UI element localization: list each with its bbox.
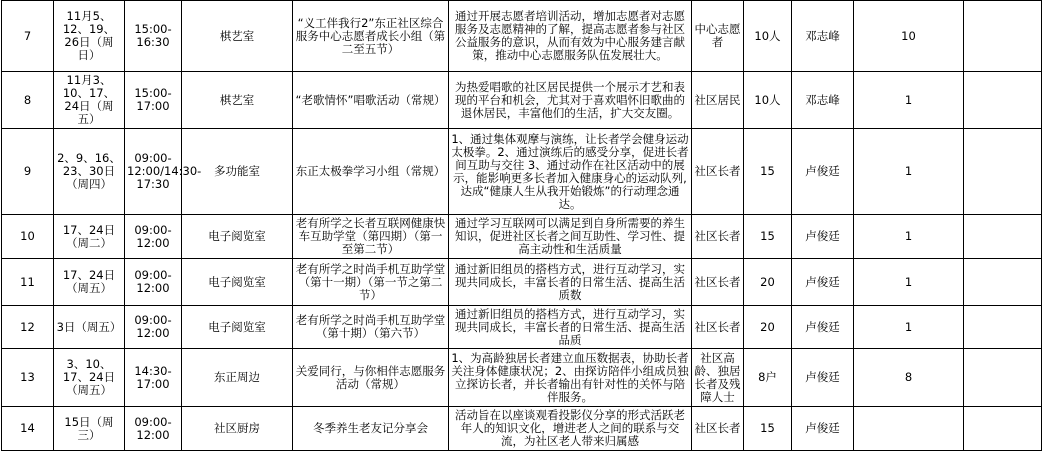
cell-blank xyxy=(964,306,1042,349)
cell-date: 3日（周五） xyxy=(54,306,125,349)
cell-time: 14:30-17:00 xyxy=(125,349,182,407)
cell-count: 10人 xyxy=(744,1,792,72)
cell-description: 通过新旧组员的搭档方式，进行互动学习，实现共同成长，丰富长者的日常生活、提高生活品质 xyxy=(449,306,692,349)
cell-blank xyxy=(964,129,1042,215)
cell-extra: 1 xyxy=(854,215,964,259)
cell-extra: 1 xyxy=(854,259,964,306)
cell-staff: 邓志峰 xyxy=(792,1,854,72)
cell-description: 通过学习互联网可以满足到自身所需要的养生知识，促进社区长者之间互助性、学习性、提高主动性和生活质量 xyxy=(449,215,692,259)
cell-count: 8户 xyxy=(744,349,792,407)
cell-activity: 冬季养生老友记分享会 xyxy=(293,407,449,451)
table-row xyxy=(2,306,1042,349)
cell-venue: 棋艺室 xyxy=(182,1,293,72)
cell-staff: 卢俊廷 xyxy=(792,215,854,259)
cell-activity: 老有所学之时尚手机互助学堂（第十期）（第六节） xyxy=(293,306,449,349)
table-row xyxy=(2,215,1042,259)
cell-date: 2、9、16、23、30日（周四） xyxy=(54,129,125,215)
cell-staff: 卢俊廷 xyxy=(792,306,854,349)
cell-serial: 8 xyxy=(2,72,54,129)
cell-activity: 老有所学之时尚手机互助学堂（第十一期）（第一节之第二节） xyxy=(293,259,449,306)
table-row xyxy=(2,129,1042,215)
cell-description: 通过新旧组员的搭档方式，进行互动学习，实现共同成长，丰富长者的日常生活、提高生活质数 xyxy=(449,259,692,306)
cell-count: 15 xyxy=(744,407,792,451)
cell-activity: “义工伴我行2”东正社区综合服务中心志愿者成长小组（第二至五节） xyxy=(293,1,449,72)
cell-time: 09:00-12:00 xyxy=(125,259,182,306)
cell-date: 15日（周三） xyxy=(54,407,125,451)
cell-activity: 关爱同行，与你相伴志愿服务活动（常规） xyxy=(293,349,449,407)
cell-venue: 社区厨房 xyxy=(182,407,293,451)
cell-venue: 电子阅览室 xyxy=(182,215,293,259)
schedule-table xyxy=(1,0,1042,451)
cell-serial: 7 xyxy=(2,1,54,72)
cell-blank xyxy=(964,407,1042,451)
cell-target: 社区居民 xyxy=(692,72,744,129)
table-row xyxy=(2,349,1042,407)
cell-date: 17、24日（周二） xyxy=(54,215,125,259)
cell-serial: 10 xyxy=(2,215,54,259)
cell-activity: “老歌情怀”唱歌活动（常规） xyxy=(293,72,449,129)
cell-time: 09:00-12:00 xyxy=(125,306,182,349)
cell-count: 20 xyxy=(744,306,792,349)
cell-count: 15 xyxy=(744,215,792,259)
cell-extra: 10 xyxy=(854,1,964,72)
table-row xyxy=(2,407,1042,451)
cell-serial: 11 xyxy=(2,259,54,306)
cell-staff: 卢俊廷 xyxy=(792,129,854,215)
cell-staff: 卢俊廷 xyxy=(792,407,854,451)
cell-extra xyxy=(854,407,964,451)
cell-venue: 棋艺室 xyxy=(182,72,293,129)
cell-extra: 1 xyxy=(854,72,964,129)
cell-time: 15:00-17:00 xyxy=(125,72,182,129)
cell-description: 1、通过集体观摩与演练，让长者学会健身运动太极拳。2、通过演练后的感受分享，促进长者间互助与交往 3、通过动作在社区活动中的展示，能影响更多长者加入健康身心的运动队列,达成“健康人生从我开始锻炼”的行动理念通达。 xyxy=(449,129,692,215)
cell-blank xyxy=(964,215,1042,259)
table-row xyxy=(2,1,1042,72)
cell-date: 11月3、10、17、24日（周五） xyxy=(54,72,125,129)
cell-target: 社区长者 xyxy=(692,407,744,451)
cell-activity: 老有所学之长者互联网健康快车互助学堂（第四期）（第一至第二节） xyxy=(293,215,449,259)
cell-time: 15:00-16:30 xyxy=(125,1,182,72)
cell-activity: 东正太极拳学习小组（常规） xyxy=(293,129,449,215)
cell-venue: 电子阅览室 xyxy=(182,259,293,306)
cell-extra: 1 xyxy=(854,306,964,349)
cell-time: 09:00-12:00 xyxy=(125,215,182,259)
cell-venue: 电子阅览室 xyxy=(182,306,293,349)
cell-blank xyxy=(964,1,1042,72)
cell-target: 社区长者 xyxy=(692,259,744,306)
cell-count: 20 xyxy=(744,259,792,306)
cell-target: 社区长者 xyxy=(692,215,744,259)
cell-venue: 东正周边 xyxy=(182,349,293,407)
cell-extra: 8 xyxy=(854,349,964,407)
cell-target: 社区长者 xyxy=(692,306,744,349)
cell-extra: 1 xyxy=(854,129,964,215)
cell-date: 17、24日（周五） xyxy=(54,259,125,306)
cell-staff: 邓志峰 xyxy=(792,72,854,129)
cell-date: 3、10、17、24日（周五） xyxy=(54,349,125,407)
cell-blank xyxy=(964,72,1042,129)
cell-count: 15 xyxy=(744,129,792,215)
cell-venue: 多功能室 xyxy=(182,129,293,215)
cell-description: 通过开展志愿者培训活动，增加志愿者对志愿服务及志愿精神的了解，提高志愿者参与社区公益服务的意识，从而有效为中心服务建言献策，推动中心志愿服务队伍发展壮大。 xyxy=(449,1,692,72)
cell-serial: 12 xyxy=(2,306,54,349)
cell-description: 为热爱唱歌的社区居民提供一个展示才艺和表现的平台和机会，尤其对于喜欢唱怀旧歌曲的退休居民，丰富他们的生活，扩大交友圈。 xyxy=(449,72,692,129)
cell-time: 09:00-12:00 xyxy=(125,407,182,451)
table-row xyxy=(2,72,1042,129)
cell-serial: 13 xyxy=(2,349,54,407)
cell-staff: 卢俊廷 xyxy=(792,259,854,306)
cell-date: 11月5、12、19、26日（周日） xyxy=(54,1,125,72)
cell-blank xyxy=(964,349,1042,407)
cell-target: 社区高龄、独居长者及残障人士 xyxy=(692,349,744,407)
cell-time: 09:00-12:00/14:30-17:30 xyxy=(125,129,182,215)
cell-blank xyxy=(964,259,1042,306)
cell-staff: 卢俊廷 xyxy=(792,349,854,407)
cell-target: 社区长者 xyxy=(692,129,744,215)
cell-serial: 14 xyxy=(2,407,54,451)
cell-count: 10人 xyxy=(744,72,792,129)
cell-description: 活动旨在以座谈观看投影仪分享的形式活跃老年人的知识文化，增进老人之间的联系与交流，为社区老人带来归属感 xyxy=(449,407,692,451)
cell-target: 中心志愿者 xyxy=(692,1,744,72)
cell-description: 1、为高龄独居长者建立血压数据表，协助长者关注身体健康状况；2、由探访陪伴小组成员独立探访长者，并长者输出有针对性的关怀与陪伴服务。 xyxy=(449,349,692,407)
cell-serial: 9 xyxy=(2,129,54,215)
table-row xyxy=(2,259,1042,306)
